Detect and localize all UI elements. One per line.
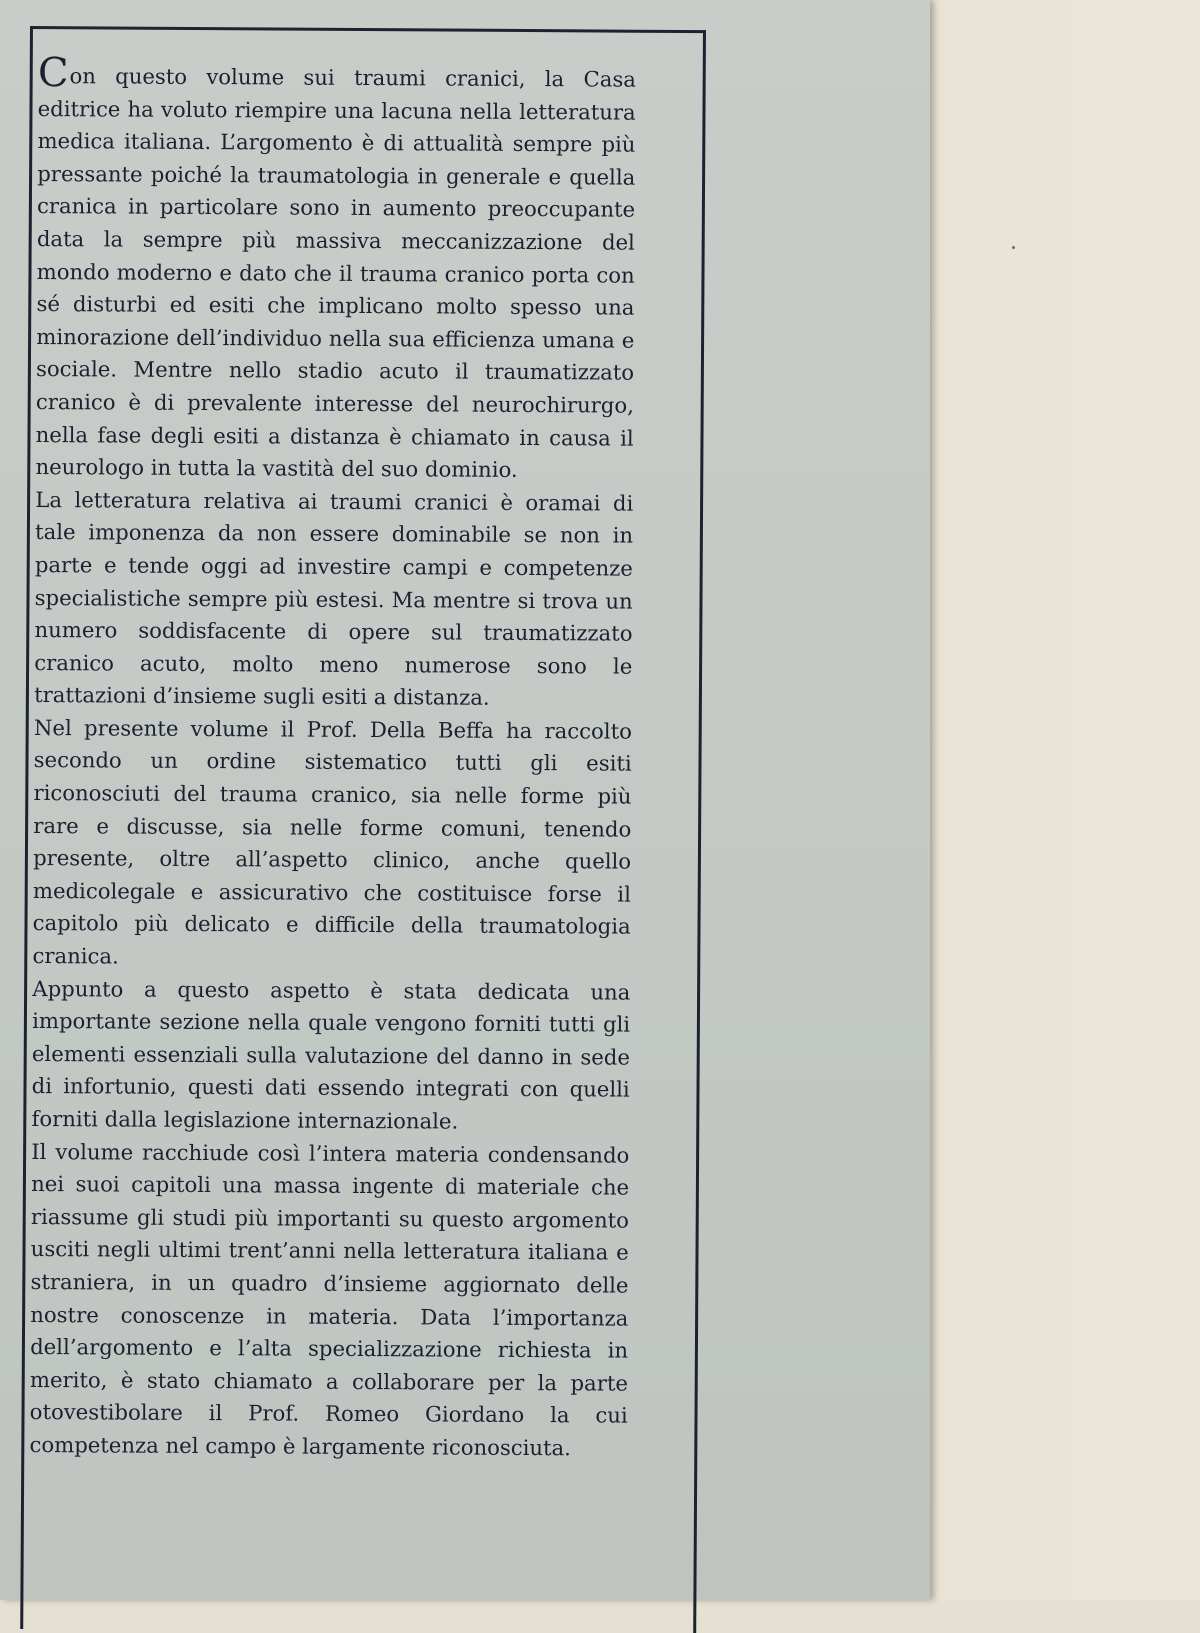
paragraph-1-text: on questo volume sui traumi cranici, la Casa editrice ha voluto riempire una lacuna nella letteratura medica italiana. L’argomento è di attualità sempre più pressante poiché la traumatologia in generale e quella cranica in particolare sono in aumento preoccupante data la sempre più massiva meccanizzazione del mondo moderno e dato che il trauma cranico porta con sé disturbi ed esiti che implicano molto spesso una minorazione dell’individuo nella sua efficienza umana e sociale. Mentre nello stadio acuto il traumatizzato cranico è di prevalente interesse del neurochirurgo, nella fase degli esiti a distanza è chiamato in causa il neurologo in tutta la vastità del suo dominio.: [35, 63, 636, 483]
paragraph-4: Appunto a questo aspetto è stata dedicata una importante sezione nella quale vengono forniti tutti gli elementi essenziali sulla valutazione del danno in sede di infortunio, questi dati essendo integrati con quelli forniti dalla legislazione internazionale.: [31, 975, 631, 1134]
blurb-text: [29, 50, 636, 1465]
paragraph-3: Nel presente volume il Prof. Della Beffa ha raccolto secondo un ordine sistematico tutti gli esiti riconosciuti del trauma cranico, sia nelle forme più rare e discusse, sia nelle forme comuni, tenendo presente, oltre all’aspetto clinico, anche quello medicolegale e assicurativo che costituisce forse il capitolo più delicato e difficile della traumatologia cranica.: [32, 714, 632, 969]
paper-speck: [1012, 246, 1015, 249]
paragraph-2: La letteratura relativa ai traumi cranici è oramai di tale imponenza da non essere dominabile se non in parte e tende oggi ad investire campi e competenze specialistiche sempre più estesi. Ma mentre si trova un numero soddisfacente di opere sul traumatizzato cranico acuto, molto meno numerose sono le trattazioni d’insieme sugli esiti a distanza.: [34, 486, 634, 711]
paragraph-5: Il volume racchiude così l’intera materia condensando nei suoi capitoli una massa ingente di materiale che riassume gli studi più importanti su questo argomento usciti negli ultimi trent’anni nella letteratura italiana e straniera, in un quadro d’insieme aggiornato delle nostre conoscenze in materia. Data l’importanza dell’argomento e l’alta specializzazione richiesta in merito, è stato chiamato a collaborare per la parte otovestibolare il Prof. Romeo Giordano la cui competenza nel campo è largamente riconosciuta.: [29, 1138, 630, 1461]
drop-cap: C: [37, 50, 69, 97]
paragraph-1: [35, 50, 636, 487]
